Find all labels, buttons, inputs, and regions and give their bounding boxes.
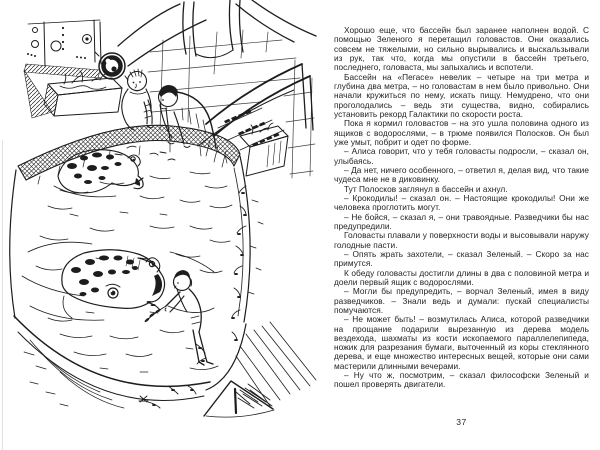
pool-rim	[18, 125, 240, 184]
page-number: 37	[456, 417, 467, 427]
pool-wall	[10, 156, 316, 408]
paragraph: Пока я кормил головастов – на это ушла половина одного из ящиков с водорослями, – в трюме появился Полосков. Он был уже умыт, побрит и одет по форме.	[334, 118, 589, 147]
porthole	[95, 52, 128, 80]
girl-figure	[144, 270, 218, 370]
paragraph: Головасты плавали у поверхности воды и высовывали наружу голодные пасти.	[334, 230, 589, 250]
paragraph: Бассейн на «Пегасе» невелик – четыре на три метра и глубина два метра, – но головастам в нем было привольно. Они начали кружиться по нему, искать пищу. Немудрено, что они проголодались – ведь эти существа, видно, собирались установить рекорд Галактики по скорости роста.	[334, 71, 589, 119]
rim-sprigs	[115, 146, 175, 160]
paragraph: – Да нет, ничего особенного, – ответил я, делая вид, что такие чудеса мне не в диковинку.	[334, 164, 589, 185]
paragraph: Хорошо еще, что бассейн был заранее наполнен водой. С помощью Зеленого я перетащил головастов. Они оказались совсем не тяжелыми, но сильно вырывались и выскальзывали из рук, так что, когда мы опустили в бассейн третьего, последнего, головаста, мы запыхались и вспотели.	[334, 25, 589, 73]
paragraph: Тут Полосков заглянул в бассейн и ахнул.	[344, 183, 508, 194]
paragraph: К обеду головасты достигли длины в два с половиной метра и доели первый ящик с водорослями.	[334, 267, 589, 287]
paragraph: – Алиса говорит, что у тебя головасты подросли, – сказал он, улыбаясь.	[334, 146, 589, 166]
body-text	[334, 26, 589, 390]
scattered-sprigs	[139, 344, 206, 408]
algae-crate-left	[44, 71, 122, 116]
paragraph: – Ну что ж, посмотрим, – сказал философски Зеленый и пошел проверять двигатели.	[334, 370, 589, 390]
paragraph: – Не бойся, – сказал я, – они травоядные. Разведчики бы нас предупредили.	[334, 211, 589, 231]
ladder	[198, 64, 313, 167]
tadpole-large	[62, 250, 165, 318]
paragraph: – Не может быть! – возмутилась Алиса, которой разведчики на прощание подарили вырезанную из дерева модель вездехода, шахматы из кости ископаемого параллелепипеда, ножик для разрезания бумаги, выточенный из коры стеклянного дерева, и еще множество интересных вещей, которые они сами мастерили длинными вечерами.	[334, 314, 589, 371]
paragraph: – Крокодилы! – сказал он. – Настоящие крокодилы! Они же человека проглотить могут.	[334, 192, 589, 213]
paragraph: – Опять жрать захотели, – сказал Зеленый. – Скоро за нас примутся.	[334, 248, 589, 269]
control-panel	[24, 20, 101, 118]
page-right	[334, 26, 589, 390]
crate-corner	[204, 381, 274, 417]
paragraph: – Могли бы предупредить, – ворчал Зеленый, имея в виду разведчиков. – Знали ведь и думали: пускай специалисты помучаются.	[334, 286, 589, 315]
floor-marks	[24, 200, 263, 406]
